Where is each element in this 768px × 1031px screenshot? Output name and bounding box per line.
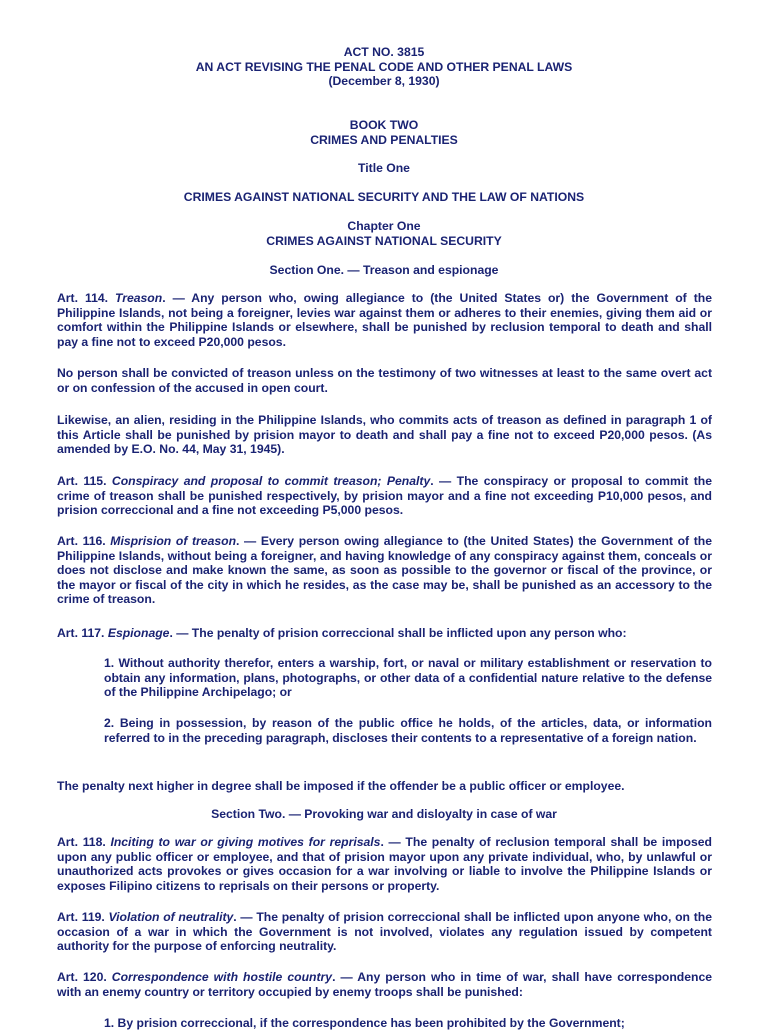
article-text: . — The penalty of prision correccional shall be inflicted upon anyone who, on the occasion of a war in which the Government is not involved, violates any regulation issued by competent authority for the purpose of enforcing neutrality. [57, 910, 713, 954]
article-114 [57, 291, 712, 349]
article-117 [57, 626, 712, 641]
section-one-heading: Section One. — Treason and espionage [269, 263, 499, 277]
chapter-header [0, 219, 768, 248]
article-117-penalty: The penalty next higher in degree shall be imposed if the offender be a public officer or employee. [57, 779, 625, 793]
article-number: Art. 119. [57, 910, 109, 924]
article-number: Art. 120. [57, 970, 112, 984]
act-number: ACT NO. 3815 [343, 45, 425, 59]
article-117-item-2: 2. Being in possession, by reason of the public office he holds, of the articles, data, or information referred to in the preceding paragraph, discloses their contents to a representative of a foreign nation. [104, 716, 712, 745]
book-header [0, 118, 768, 147]
act-title: AN ACT REVISING THE PENAL CODE AND OTHER PENAL LAWS [195, 59, 573, 74]
act-date: (December 8, 1930) [328, 74, 440, 89]
section-two-heading: Section Two. — Provoking war and disloyalty in case of war [211, 807, 557, 821]
article-number: Art. 114. [57, 291, 115, 305]
title-number: Title One [358, 161, 410, 175]
article-118 [57, 835, 712, 893]
article-text: . — Any person who, owing allegiance to (the United States or) the Government of the Philippine Islands, not being a foreigner, levies war against them or adheres to their enemies, giving them aid or comfort within the Philippine Islands or elsewhere, shall be punished by reclusion temporal to death and shall pay a fine not to exceed P20,000 pesos. [57, 291, 712, 349]
article-number: Art. 118. [57, 835, 111, 849]
book-title: CRIMES AND PENALTIES [310, 132, 458, 147]
article-name: Inciting to war or giving motives for reprisals [110, 835, 381, 849]
article-text: . — The conspiracy or proposal to commit the crime of treason shall be punished respectively, by prision mayor and a fine not exceeding P10,000 pesos, and prision correccional and a fine not exceeding P5,000 pesos. [57, 474, 712, 518]
article-120-item-1: 1. By prision correccional, if the correspondence has been prohibited by the Government; [104, 1016, 625, 1030]
article-name: Treason [115, 291, 163, 305]
article-116 [57, 534, 712, 607]
article-114-paragraph-3: Likewise, an alien, residing in the Philippine Islands, who commits acts of treason as defined in paragraph 1 of this Article shall be punished by prision mayor to death and shall pay a fine not to exceed P20,000 pesos. (As amended by E.O. No. 44, May 31, 1945). [57, 413, 712, 457]
article-number: Art. 115. [57, 474, 112, 488]
article-name: Espionage [107, 626, 170, 640]
article-114-paragraph-2: No person shall be convicted of treason unless on the testimony of two witnesses at least to the same overt act or on confession of the accused in open court. [57, 366, 712, 395]
article-text: . — Any person who in time of war, shall have correspondence with an enemy country or territory occupied by enemy troops shall be punished: [57, 970, 713, 999]
article-name: Correspondence with hostile country [111, 970, 333, 984]
article-120 [57, 970, 712, 999]
article-name: Conspiracy and proposal to commit treason; Penalty [111, 474, 431, 488]
article-text: . — The penalty of prision correccional shall be inflicted upon any person who: [169, 626, 627, 640]
article-name: Violation of neutrality [108, 910, 234, 924]
chapter-number: Chapter One [347, 219, 421, 233]
article-text: . — Every person owing allegiance to (the United States) the Government of the Philippine Islands, without being a foreigner, and having knowledge of any conspiracy against them, conceals or does not disclose and make known the same, as soon as possible to the governor or fiscal of the province, or the mayor or fiscal of the city in which he resides, as the case may be, shall be punished as an accessory to the crime of treason. [57, 534, 712, 607]
article-text: . — The penalty of reclusion temporal shall be imposed upon any public officer or employee, and that of prision mayor upon any private individual, who, by unlawful or unauthorized acts provokes or gives occasion for a war involving or liable to involve the Philippine Islands or exposes Filipino citizens to reprisals on their persons or property. [57, 835, 712, 893]
act-header [0, 45, 768, 89]
article-name: Misprision of treason [110, 534, 237, 548]
article-number: Art. 117. [57, 626, 108, 640]
article-number: Art. 116. [57, 534, 111, 548]
book-number: BOOK TWO [349, 118, 419, 132]
article-119 [57, 910, 712, 954]
article-117-item-1: 1. Without authority therefor, enters a warship, fort, or naval or military establishment or reservation to obtain any information, plans, photographs, or other data of a confidential nature relative to the defense of the Philippine Archipelago; or [104, 656, 712, 700]
chapter-name: CRIMES AGAINST NATIONAL SECURITY [266, 233, 502, 248]
title-name: CRIMES AGAINST NATIONAL SECURITY AND THE LAW OF NATIONS [183, 190, 585, 204]
article-115 [57, 474, 712, 518]
